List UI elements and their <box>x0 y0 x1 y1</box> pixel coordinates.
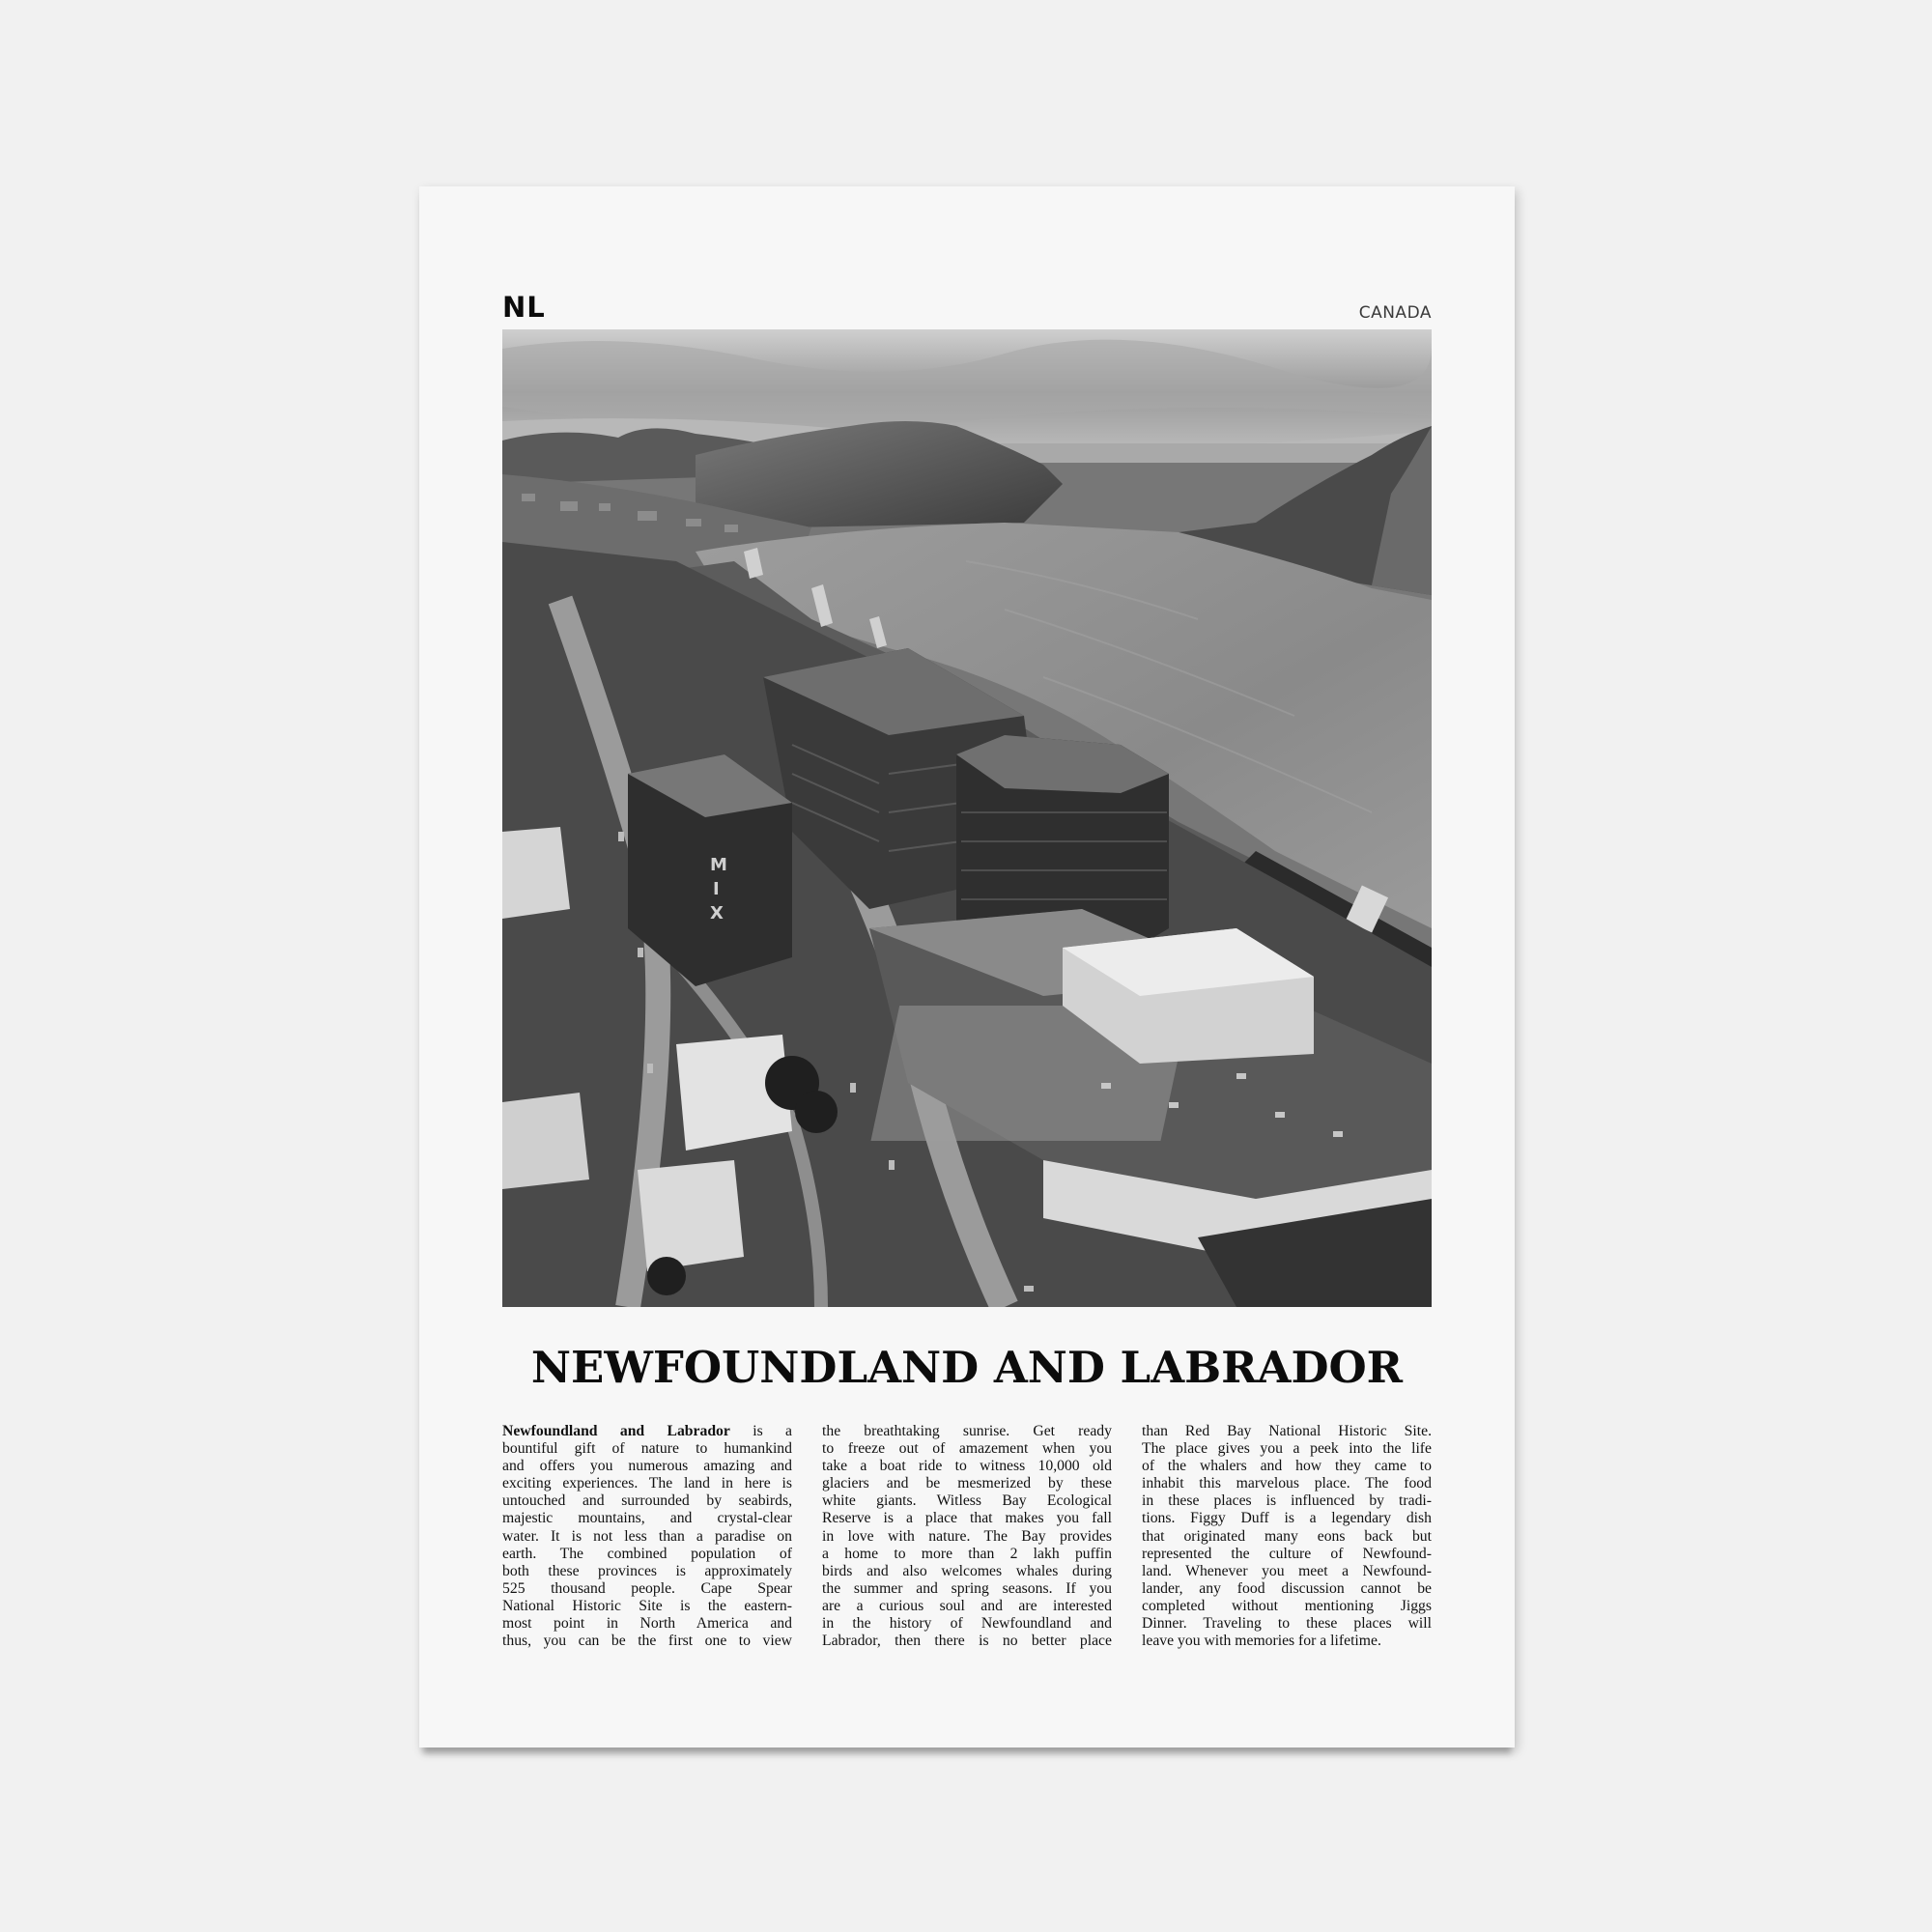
text-line: National Historic Site is the eastern- <box>502 1597 792 1614</box>
text-line <box>502 1423 792 1440</box>
text-line: completed without mentioning Jiggs <box>1142 1597 1432 1614</box>
description-column-3 <box>1142 1423 1432 1650</box>
text-line: both these provinces is approximately <box>502 1562 792 1579</box>
text-line: in love with nature. The Bay provides <box>822 1527 1112 1545</box>
text-line: tions. Figgy Duff is a legendary dish <box>1142 1510 1432 1527</box>
text-fragment: is a <box>729 1423 792 1439</box>
poster-title: NEWFOUNDLAND AND LABRADOR <box>530 1342 1404 1393</box>
text-line: white giants. Witless Bay Ecological <box>822 1492 1112 1510</box>
svg-text:M: M <box>710 855 727 875</box>
text-line: leave you with memories for a lifetime. <box>1142 1633 1381 1650</box>
text-line: are a curious soul and are interested <box>822 1597 1112 1614</box>
text-line: Dinner. Traveling to these places will <box>1142 1615 1432 1633</box>
text-line: that originated many eons back but <box>1142 1527 1432 1545</box>
text-line: water. It is not less than a paradise on <box>502 1527 792 1545</box>
text-line: most point in North America and <box>502 1615 792 1633</box>
text-line: land. Whenever you meet a Newfound- <box>1142 1562 1432 1579</box>
text-line: the summer and spring seasons. If you <box>822 1579 1112 1597</box>
text-line: of the whalers and how they came to <box>1142 1458 1432 1475</box>
text-line: bountiful gift of nature to humankind <box>502 1440 792 1458</box>
text-line: lander, any food discussion cannot be <box>1142 1579 1432 1597</box>
harbour-photo <box>502 329 1432 1307</box>
text-line: to freeze out of amazement when you <box>822 1440 1112 1458</box>
text-line: inhabit this marvelous place. The food <box>1142 1475 1432 1492</box>
description-columns <box>502 1423 1432 1650</box>
text-line: the breathtaking sunrise. Get ready <box>822 1423 1112 1439</box>
description-column-2 <box>822 1423 1112 1650</box>
poster-print <box>419 186 1515 1747</box>
text-line: take a boat ride to witness 10,000 old <box>822 1458 1112 1475</box>
text-line: thus, you can be the first one to view <box>502 1633 792 1650</box>
text-line: birds and also welcomes whales during <box>822 1562 1112 1579</box>
text-line: untouched and surrounded by seabirds, <box>502 1492 792 1510</box>
svg-text:X: X <box>710 903 724 923</box>
description-column-1 <box>502 1423 792 1650</box>
harbour-photo-illustration <box>502 329 1432 1307</box>
text-line: earth. The combined population of <box>502 1545 792 1562</box>
text-line: glaciers and be mesmerized by these <box>822 1475 1112 1492</box>
text-line: Labrador, then there is no better place <box>822 1633 1112 1650</box>
text-line: in these places is influenced by tradi- <box>1142 1492 1432 1510</box>
svg-text:I: I <box>713 879 720 899</box>
province-code: NL <box>502 291 546 324</box>
text-line: exciting experiences. The land in here is <box>502 1475 792 1492</box>
text-line: Reserve is a place that makes you fall <box>822 1510 1112 1527</box>
text-line: in the history of Newfoundland and <box>822 1615 1112 1633</box>
text-line: than Red Bay National Historic Site. <box>1142 1423 1432 1439</box>
text-line: and offers you numerous amazing and <box>502 1458 792 1475</box>
text-line: 525 thousand people. Cape Spear <box>502 1579 792 1597</box>
text-line: majestic mountains, and crystal-clear <box>502 1510 792 1527</box>
country-label: CANADA <box>1358 303 1432 323</box>
text-line: The place gives you a peek into the life <box>1142 1440 1432 1458</box>
lead-phrase: Newfoundland and Labrador <box>502 1423 730 1439</box>
text-line: a home to more than 2 lakh puffin <box>822 1545 1112 1562</box>
text-line: represented the culture of Newfound- <box>1142 1545 1432 1562</box>
